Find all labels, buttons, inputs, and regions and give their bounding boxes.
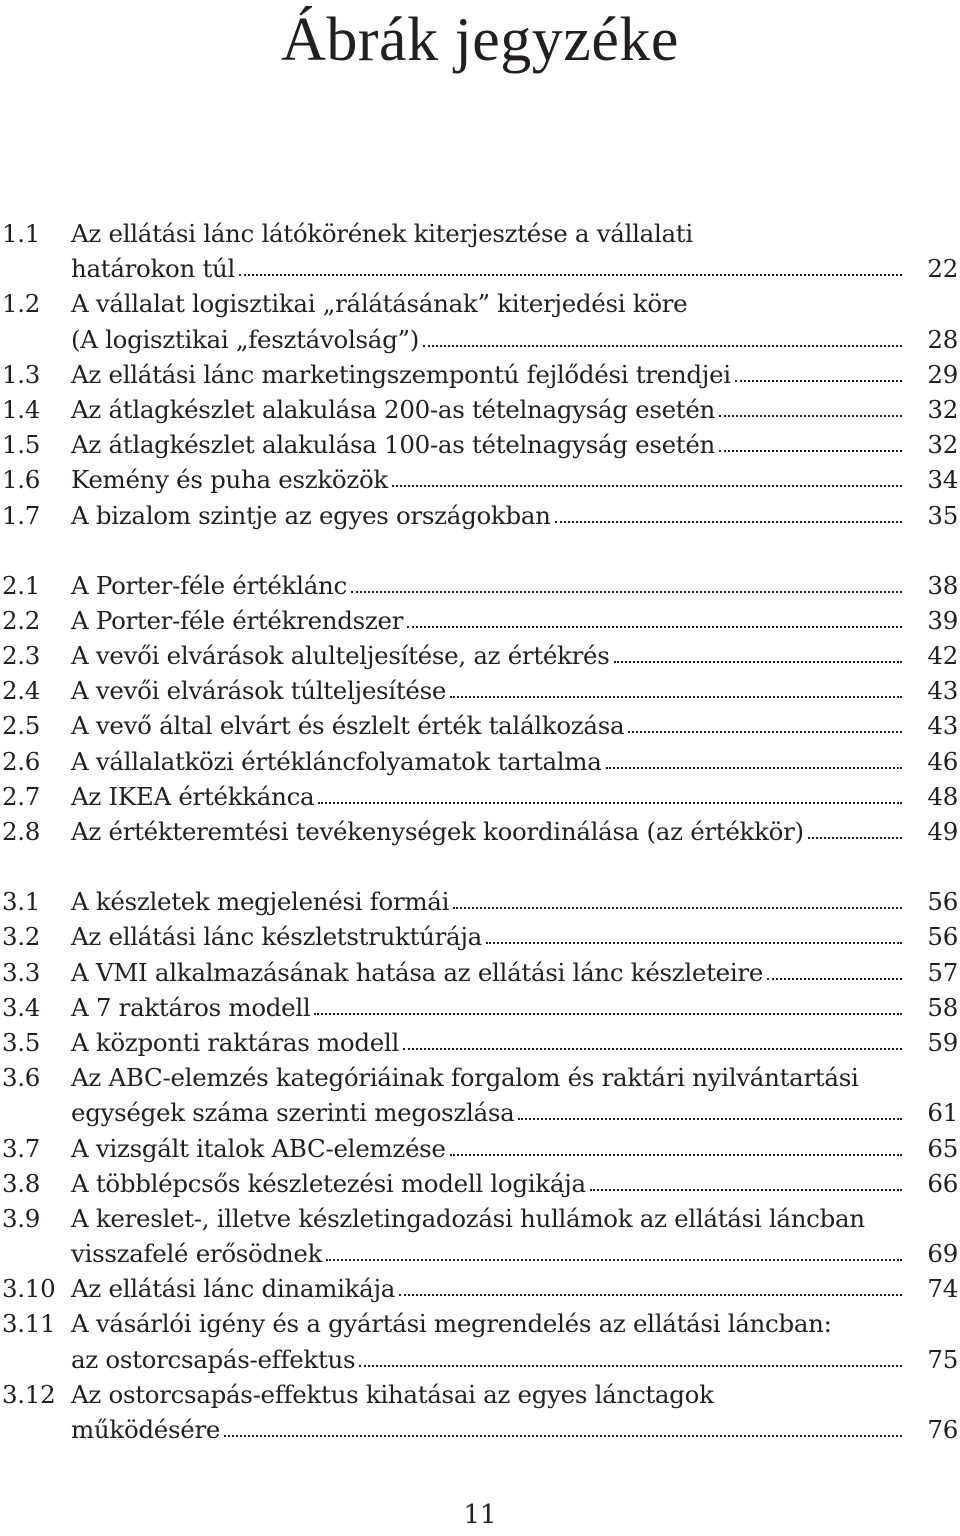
figure-page-number: 39 bbox=[927, 605, 958, 635]
figure-entry bbox=[0, 498, 960, 533]
page-number: 11 bbox=[463, 1500, 497, 1530]
dot-leader bbox=[399, 1294, 902, 1296]
figure-caption: működésére bbox=[71, 1415, 221, 1444]
figure-caption: A többlépcsős készletezési modell logikája bbox=[71, 1168, 586, 1198]
figure-page-number: 56 bbox=[927, 922, 958, 952]
figure-group bbox=[0, 884, 960, 1447]
dot-leader bbox=[628, 731, 902, 733]
figure-entry-line bbox=[0, 1201, 960, 1236]
figure-caption: A vevői elvárások alulteljesítése, az értékrés bbox=[71, 641, 610, 671]
dot-leader bbox=[407, 626, 902, 628]
figure-caption: Az IKEA értékkánca bbox=[71, 781, 315, 811]
dot-leader bbox=[351, 591, 902, 593]
figure-number: 3.2 bbox=[2, 922, 41, 952]
figure-page-number: 65 bbox=[927, 1133, 958, 1163]
figure-group bbox=[0, 568, 960, 850]
figure-entry-line bbox=[0, 1271, 960, 1306]
figure-entry-line bbox=[0, 744, 960, 779]
figure-page-number: 74 bbox=[927, 1274, 958, 1304]
figure-number: 3.8 bbox=[2, 1168, 41, 1198]
dot-leader bbox=[808, 837, 902, 839]
figure-group bbox=[0, 216, 960, 533]
figure-entry bbox=[0, 1060, 960, 1130]
dot-leader bbox=[767, 978, 902, 980]
figure-entry bbox=[0, 1166, 960, 1201]
figure-entry-line bbox=[0, 990, 960, 1025]
figure-entry bbox=[0, 638, 960, 673]
figure-entry-line bbox=[0, 708, 960, 743]
figure-entry bbox=[0, 1201, 960, 1271]
dot-leader bbox=[486, 942, 902, 944]
dot-leader bbox=[606, 767, 902, 769]
figure-caption: (A logisztikai „fesztávolság”) bbox=[71, 324, 419, 354]
figure-page-number: 32 bbox=[927, 394, 958, 424]
figure-page-number: 34 bbox=[927, 465, 958, 495]
figure-caption: Az ellátási lánc marketingszempontú fejlődési trendjei bbox=[71, 359, 731, 389]
figure-number: 3.4 bbox=[2, 992, 41, 1022]
figure-page-number: 66 bbox=[927, 1168, 958, 1198]
figure-page-number: 56 bbox=[927, 887, 958, 917]
figure-number: 3.1 bbox=[2, 887, 41, 917]
dot-leader bbox=[518, 1118, 902, 1120]
figure-caption: Az átlagkészlet alakulása 100-as tételnagyság esetén bbox=[71, 430, 716, 460]
figure-entry-line bbox=[0, 955, 960, 990]
page-title: Ábrák jegyzéke bbox=[281, 6, 679, 74]
figure-number: 3.9 bbox=[2, 1203, 41, 1233]
figure-entry-line bbox=[0, 884, 960, 919]
figure-entry bbox=[0, 216, 960, 286]
figure-page-number: 29 bbox=[927, 359, 958, 389]
figure-entry-line bbox=[0, 1236, 960, 1271]
figure-entry-line bbox=[0, 1377, 960, 1412]
figure-number: 3.11 bbox=[2, 1309, 56, 1339]
figure-page-number: 75 bbox=[927, 1344, 958, 1374]
figure-caption: Az ABC-elemzés kategóriáinak forgalom és raktári nyilvántartási bbox=[71, 1063, 859, 1093]
figure-entry-line bbox=[0, 286, 960, 321]
figure-page-number: 43 bbox=[927, 676, 958, 706]
figure-caption: A központi raktáras modell bbox=[71, 1027, 399, 1057]
figure-number: 1.2 bbox=[2, 289, 41, 319]
figure-number: 2.5 bbox=[2, 711, 41, 741]
figure-page-number: 22 bbox=[927, 254, 958, 284]
dot-leader bbox=[453, 907, 902, 909]
dot-leader bbox=[423, 345, 902, 347]
figure-number: 2.1 bbox=[2, 570, 41, 600]
figure-page-number: 46 bbox=[927, 746, 958, 776]
figure-entry-line bbox=[0, 568, 960, 603]
figure-entry bbox=[0, 708, 960, 743]
figure-entry-line bbox=[0, 919, 960, 954]
figure-entry-line bbox=[0, 779, 960, 814]
figure-entry-line bbox=[0, 1166, 960, 1201]
figure-entry bbox=[0, 427, 960, 462]
figure-entry-line bbox=[0, 1306, 960, 1341]
figure-entry bbox=[0, 1025, 960, 1060]
figure-page-number: 61 bbox=[927, 1098, 958, 1128]
figure-caption: Az ellátási lánc látókörének kiterjesztése a vállalati bbox=[71, 219, 693, 248]
figure-entry-line bbox=[0, 1131, 960, 1166]
dot-leader bbox=[359, 1365, 902, 1367]
dot-leader bbox=[224, 1435, 902, 1437]
figure-caption: A bizalom szintje az egyes országokban bbox=[71, 500, 551, 530]
figure-number: 2.6 bbox=[2, 746, 41, 776]
figure-number: 2.7 bbox=[2, 781, 41, 811]
figure-page-number: 59 bbox=[927, 1027, 958, 1057]
figure-caption: A 7 raktáros modell bbox=[71, 992, 311, 1022]
figure-page-number: 43 bbox=[927, 711, 958, 741]
dot-leader bbox=[403, 1048, 902, 1050]
figure-entry bbox=[0, 884, 960, 919]
dot-leader bbox=[239, 274, 902, 276]
figure-entry bbox=[0, 392, 960, 427]
figure-number: 1.6 bbox=[2, 465, 41, 495]
figure-entry bbox=[0, 673, 960, 708]
figure-caption: határokon túl bbox=[71, 254, 236, 284]
dot-leader bbox=[614, 661, 902, 663]
figure-caption: Az ellátási lánc készletstruktúrája bbox=[71, 922, 482, 952]
figure-entry bbox=[0, 568, 960, 603]
figure-caption: Az átlagkészlet alakulása 200-as tételnagyság esetén bbox=[71, 394, 716, 424]
figure-entry-line bbox=[0, 427, 960, 462]
figure-entry-line bbox=[0, 357, 960, 392]
figure-number: 3.5 bbox=[2, 1027, 41, 1057]
list-of-figures bbox=[0, 216, 960, 1482]
figure-page-number: 69 bbox=[927, 1239, 958, 1269]
figure-entry-line bbox=[0, 603, 960, 638]
figure-caption: A VMI alkalmazásának hatása az ellátási lánc készleteire bbox=[71, 957, 764, 987]
figure-number: 2.2 bbox=[2, 605, 41, 635]
figure-number: 2.8 bbox=[2, 817, 41, 846]
figure-number: 1.7 bbox=[2, 500, 41, 530]
figure-caption: Az ellátási lánc dinamikája bbox=[71, 1274, 396, 1304]
figure-number: 1.5 bbox=[2, 430, 41, 460]
dot-leader bbox=[719, 415, 902, 417]
figure-page-number: 76 bbox=[927, 1415, 958, 1444]
figure-caption: A vállalatközi értékláncfolyamatok tartalma bbox=[71, 746, 602, 776]
figure-entry-line bbox=[0, 814, 960, 849]
figure-number: 3.7 bbox=[2, 1133, 41, 1163]
figure-entry bbox=[0, 779, 960, 814]
figure-entry bbox=[0, 1271, 960, 1306]
figure-caption: Az ostorcsapás-effektus kihatásai az egyes lánctagok bbox=[71, 1379, 714, 1409]
figure-entry bbox=[0, 744, 960, 779]
figure-entry-line bbox=[0, 216, 960, 251]
figure-caption: A vevői elvárások túlteljesítése bbox=[71, 676, 447, 706]
figure-entry-line bbox=[0, 638, 960, 673]
figure-entry bbox=[0, 462, 960, 497]
figure-page-number: 48 bbox=[927, 781, 958, 811]
figure-number: 3.6 bbox=[2, 1063, 41, 1093]
dot-leader bbox=[392, 485, 902, 487]
figure-entry bbox=[0, 990, 960, 1025]
dot-leader bbox=[555, 521, 902, 523]
figure-caption: A vásárlói igény és a gyártási megrendelés az ellátási láncban: bbox=[71, 1309, 832, 1339]
figure-page-number: 58 bbox=[927, 992, 958, 1022]
figure-entry bbox=[0, 603, 960, 638]
dot-leader bbox=[450, 1154, 902, 1156]
dot-leader bbox=[590, 1189, 902, 1191]
figure-page-number: 28 bbox=[927, 324, 958, 354]
figure-page-number: 57 bbox=[927, 957, 958, 987]
figure-caption: egységek száma szerinti megoszlása bbox=[71, 1098, 515, 1128]
figure-entry-line bbox=[0, 1095, 960, 1130]
figure-caption: A vevő által elvárt és észlelt érték találkozása bbox=[71, 711, 625, 741]
figure-page-number: 38 bbox=[927, 570, 958, 600]
figure-page-number: 32 bbox=[927, 430, 958, 460]
figure-caption: visszafelé erősödnek bbox=[71, 1239, 323, 1269]
figure-caption: A készletek megjelenési formái bbox=[71, 887, 450, 917]
figure-entry-line bbox=[0, 1060, 960, 1095]
dot-leader bbox=[719, 450, 902, 452]
figure-entry-line bbox=[0, 1025, 960, 1060]
figure-number: 2.3 bbox=[2, 641, 41, 671]
figure-entry bbox=[0, 357, 960, 392]
figure-caption: A Porter-féle értéklánc bbox=[71, 570, 347, 600]
figure-number: 3.10 bbox=[2, 1274, 56, 1304]
dot-leader bbox=[450, 696, 902, 698]
figure-caption: Kemény és puha eszközök bbox=[71, 465, 388, 495]
figure-caption: az ostorcsapás-effektus bbox=[71, 1344, 356, 1374]
figure-caption: A vizsgált italok ABC-elemzése bbox=[71, 1133, 446, 1163]
figure-number: 3.3 bbox=[2, 957, 41, 987]
figure-entry-line bbox=[0, 1342, 960, 1377]
figure-caption: A kereslet-, illetve készletingadozási hullámok az ellátási láncban bbox=[71, 1203, 865, 1233]
figure-number: 1.1 bbox=[2, 219, 41, 248]
figure-entry bbox=[0, 814, 960, 849]
figure-entry-line bbox=[0, 322, 960, 357]
figure-entry-line bbox=[0, 251, 960, 286]
figure-number: 1.3 bbox=[2, 359, 41, 389]
figure-number: 2.4 bbox=[2, 676, 41, 706]
figure-entry bbox=[0, 955, 960, 990]
figure-entry-line bbox=[0, 673, 960, 708]
figure-page-number: 35 bbox=[927, 500, 958, 530]
figure-entry bbox=[0, 919, 960, 954]
figure-entry bbox=[0, 1306, 960, 1376]
dot-leader bbox=[735, 380, 902, 382]
figure-page-number: 49 bbox=[927, 817, 958, 846]
figure-number: 3.12 bbox=[2, 1379, 56, 1409]
figure-caption: Az értékteremtési tevékenységek koordinálása (az értékkör) bbox=[71, 817, 804, 846]
dot-leader bbox=[314, 1013, 902, 1015]
figure-entry bbox=[0, 1131, 960, 1166]
figure-number: 1.4 bbox=[2, 394, 41, 424]
figure-entry bbox=[0, 1377, 960, 1447]
dot-leader bbox=[326, 1259, 902, 1261]
figure-entry bbox=[0, 286, 960, 356]
figure-entry-line bbox=[0, 498, 960, 533]
figure-page-number: 42 bbox=[927, 641, 958, 671]
figure-caption: A Porter-féle értékrendszer bbox=[71, 605, 404, 635]
figure-entry-line bbox=[0, 1412, 960, 1447]
figure-caption: A vállalat logisztikai „rálátásának” kiterjedési köre bbox=[71, 289, 688, 319]
figure-entry-line bbox=[0, 462, 960, 497]
figure-entry-line bbox=[0, 392, 960, 427]
dot-leader bbox=[318, 802, 902, 804]
